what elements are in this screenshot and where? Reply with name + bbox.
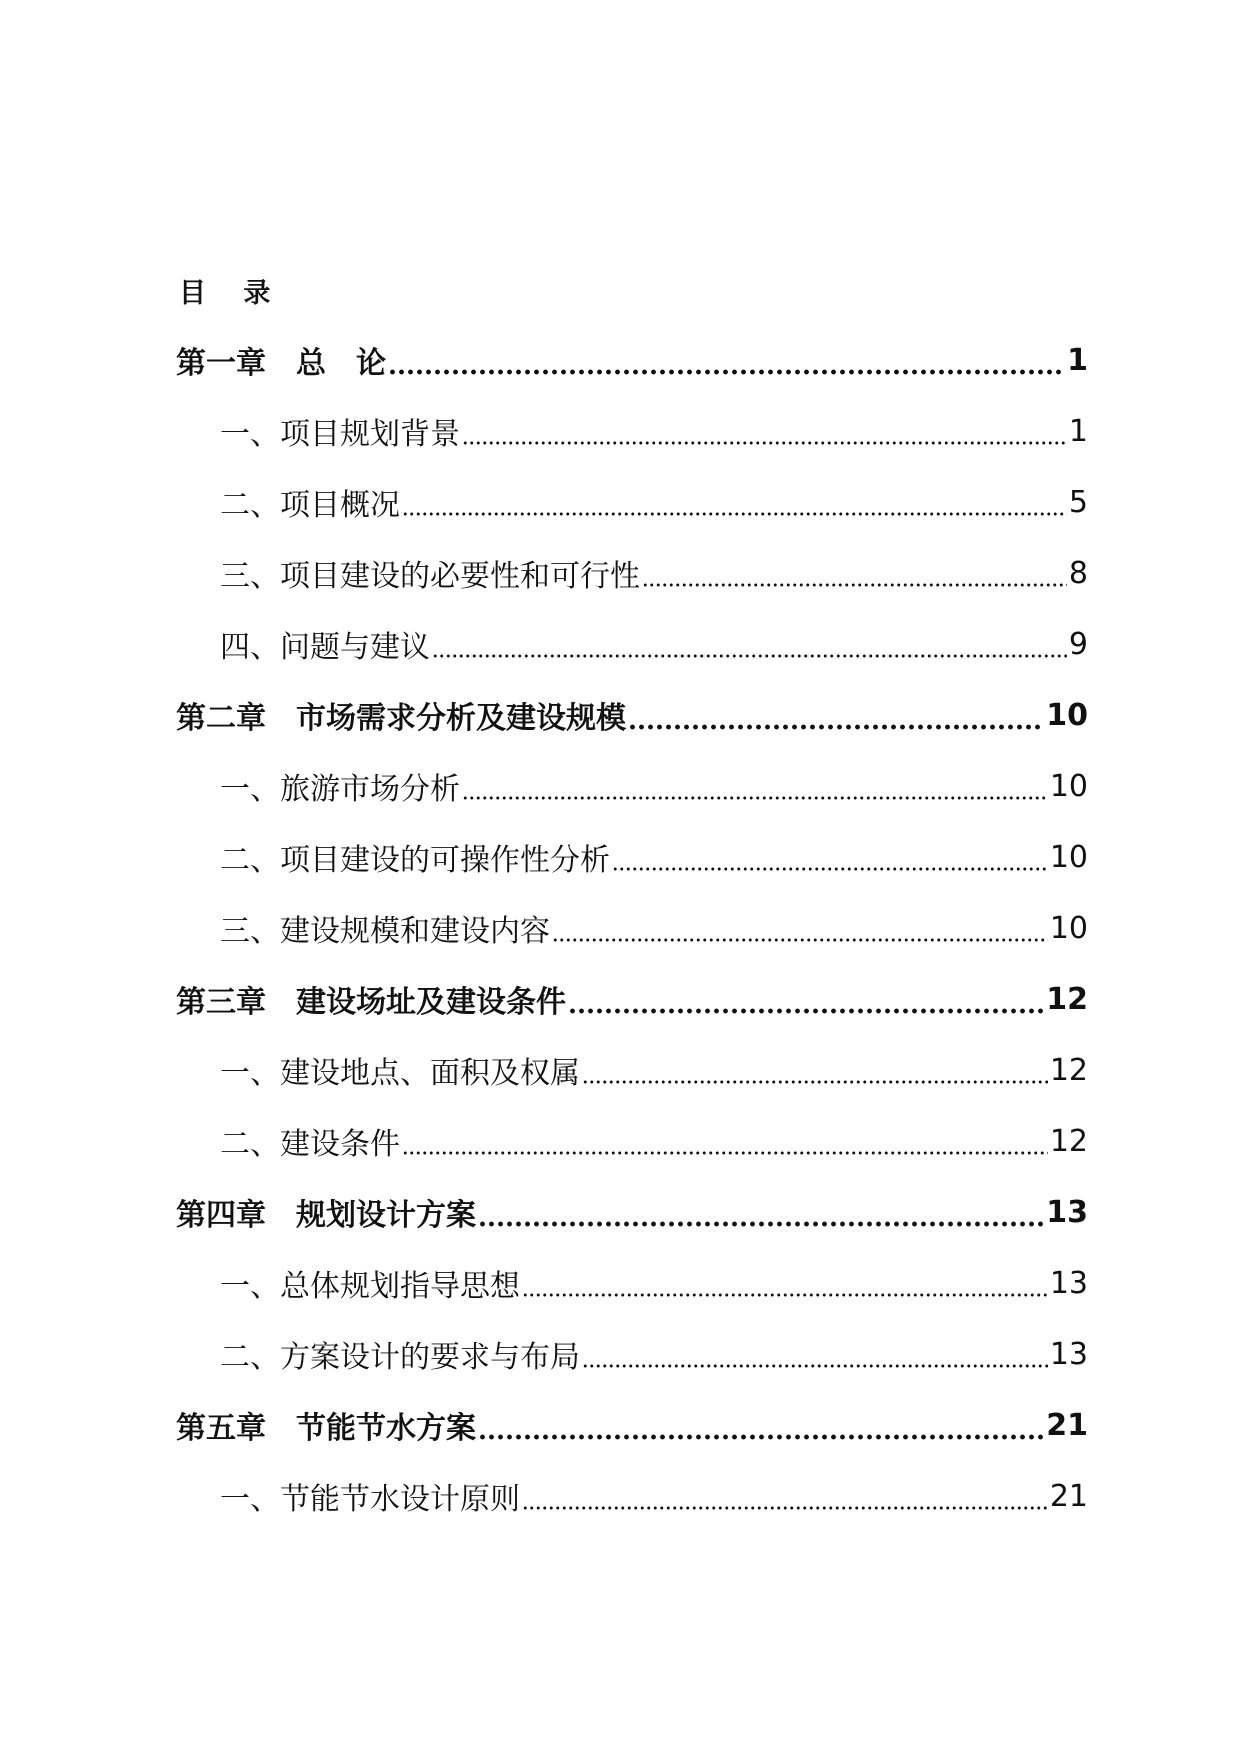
toc-entry-page: 13 [1046, 1194, 1088, 1230]
toc-entry-label: 二、建设条件 [220, 1127, 400, 1162]
dot-leader [642, 580, 1067, 590]
toc-entry-section[interactable] [220, 1258, 1088, 1308]
toc-entry-label: 一、建设地点、面积及权属 [220, 1056, 580, 1091]
toc-entry-page: 21 [1046, 1407, 1088, 1443]
toc-entry-label: 四、问题与建议 [220, 630, 430, 665]
dot-leader [402, 1148, 1048, 1158]
toc-entry-label: 一、总体规划指导思想 [220, 1269, 520, 1304]
toc-entry-label: 一、节能节水设计原则 [220, 1482, 520, 1517]
toc-entry-section[interactable] [220, 548, 1088, 598]
dot-leader [462, 438, 1067, 448]
toc-entry-section[interactable] [220, 1471, 1088, 1521]
toc-entry-page: 10 [1049, 768, 1088, 804]
dot-leader [478, 1219, 1044, 1229]
toc-entry-page: 12 [1049, 1123, 1088, 1159]
toc-entry-page: 13 [1049, 1265, 1088, 1301]
toc-entry-section[interactable] [220, 1045, 1088, 1095]
toc-entry-page: 8 [1068, 555, 1088, 591]
toc-entry-page: 21 [1049, 1478, 1088, 1514]
toc-entry-chapter-5[interactable] [176, 1400, 1088, 1450]
dot-leader [568, 1006, 1044, 1016]
toc-entry-section[interactable] [220, 477, 1088, 527]
toc-entry-label: 二、项目建设的可操作性分析 [220, 843, 610, 878]
toc-entry-page: 12 [1046, 981, 1088, 1017]
toc-entry-page: 10 [1046, 697, 1088, 733]
dot-leader [582, 1077, 1048, 1087]
dot-leader [522, 1290, 1048, 1300]
toc-entry-label: 一、旅游市场分析 [220, 772, 460, 807]
dot-leader [612, 864, 1048, 874]
toc-entry-section[interactable] [220, 1329, 1088, 1379]
toc-entry-label: 二、项目概况 [220, 488, 400, 523]
dot-leader [628, 722, 1044, 732]
toc-entry-chapter-2[interactable] [176, 690, 1088, 740]
toc-entry-label: 三、建设规模和建设内容 [220, 914, 550, 949]
dot-leader [402, 509, 1067, 519]
toc-entry-section[interactable] [220, 832, 1088, 882]
toc-entry-section[interactable] [220, 619, 1088, 669]
toc-entry-page: 9 [1068, 626, 1088, 662]
toc-entry-page: 5 [1068, 484, 1088, 520]
toc-entry-page: 1 [1068, 413, 1088, 449]
toc-entry-label: 二、方案设计的要求与布局 [220, 1340, 580, 1375]
dot-leader [522, 1503, 1048, 1513]
toc-entry-label: 三、项目建设的必要性和可行性 [220, 559, 640, 594]
toc-entry-label: 一、项目规划背景 [220, 417, 460, 452]
dot-leader [552, 935, 1048, 945]
toc-entry-page: 12 [1049, 1052, 1088, 1088]
dot-leader [478, 1432, 1044, 1442]
toc-entry-page: 1 [1067, 342, 1088, 378]
dot-leader [388, 367, 1065, 377]
toc-entry-section[interactable] [220, 1116, 1088, 1166]
toc-entry-label: 第一章 总 论 [176, 346, 386, 381]
toc-entry-label: 第二章 市场需求分析及建设规模 [176, 701, 626, 736]
toc-entry-chapter-1[interactable] [176, 335, 1088, 385]
toc-entry-section[interactable] [220, 903, 1088, 953]
toc-entry-chapter-3[interactable] [176, 974, 1088, 1024]
toc-entry-label: 第五章 节能节水方案 [176, 1411, 476, 1446]
toc-entry-page: 10 [1049, 839, 1088, 875]
toc-entry-label: 第四章 规划设计方案 [176, 1198, 476, 1233]
toc-entry-page: 10 [1049, 910, 1088, 946]
toc-entry-page: 13 [1049, 1336, 1088, 1372]
dot-leader [462, 793, 1048, 803]
toc-title: 目 录 [179, 278, 285, 309]
dot-leader [582, 1361, 1048, 1371]
toc-entry-section[interactable] [220, 406, 1088, 456]
toc-entry-section[interactable] [220, 761, 1088, 811]
toc-entry-label: 第三章 建设场址及建设条件 [176, 985, 566, 1020]
toc-entry-chapter-4[interactable] [176, 1187, 1088, 1237]
dot-leader [432, 651, 1067, 661]
